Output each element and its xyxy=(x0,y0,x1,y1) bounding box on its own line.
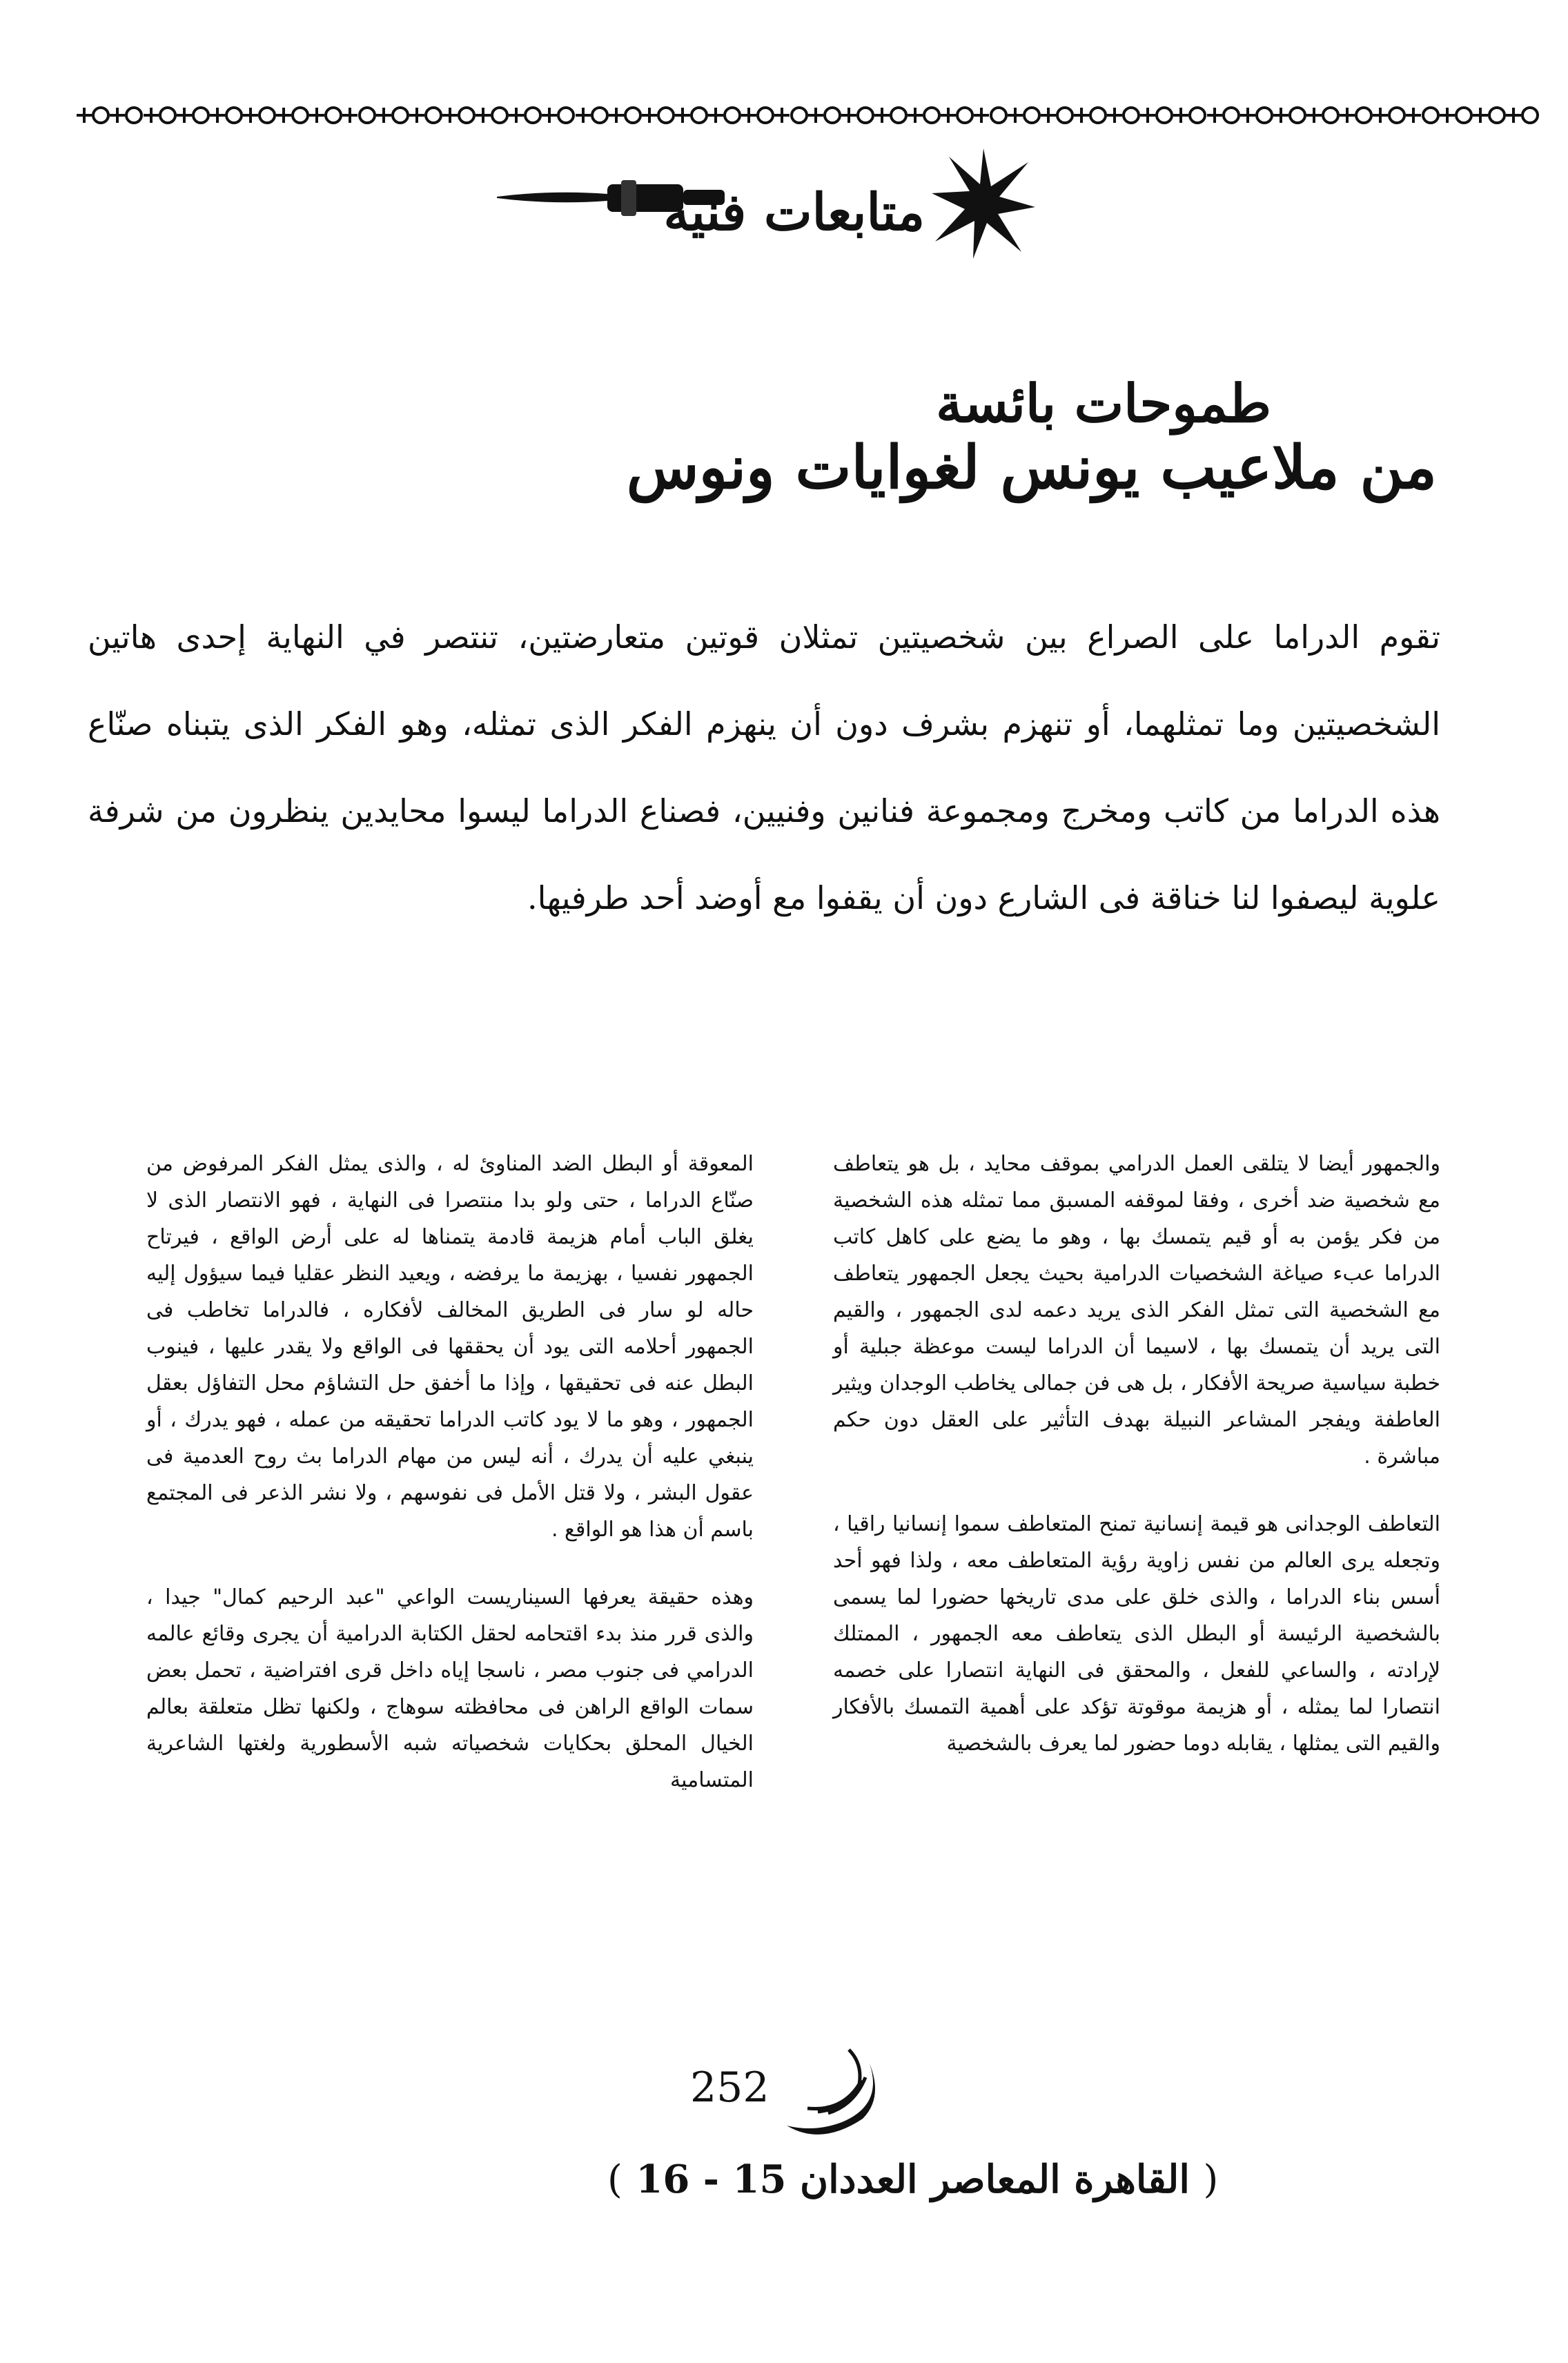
ornament-knot xyxy=(1023,106,1041,124)
ornament-knot xyxy=(458,106,476,124)
footer-magazine-label xyxy=(607,2157,1218,2202)
ornament-cross xyxy=(1440,108,1455,123)
ornament-cross xyxy=(110,108,125,123)
ornament-knot xyxy=(1322,106,1340,124)
ornament-cross xyxy=(741,108,756,123)
intro-paragraph: تقوم الدراما على الصراع بين شخصيتين تمثلان قوتين متعارضتين، تنتصر في النهاية إحدى هاتين الشخصيتين وما تمثلهما، أو تنهزم بشرف دون أن ينهزم الفكر الذى تمثله، وهو الفكر الذى يتبناه صنّاع هذه الدراما من كاتب ومخرج ومجموعة فنانين وفنيين، فصناع الدراما ليسوا محايدين ينظرون من شرفة علوية ليصفوا لنا خناقة فى الشارع دون أن يقفوا مع أوضد أحد طرفيها. xyxy=(88,618,1440,916)
ornament-cross xyxy=(874,108,890,123)
ornament-cross xyxy=(1173,108,1188,123)
section-title: متابعات فنية xyxy=(663,183,925,242)
issue-label: العددان 15 - 16 xyxy=(636,2157,918,2202)
ornament-cross xyxy=(1306,108,1322,123)
ornament-knot xyxy=(424,106,442,124)
ornament-knot xyxy=(1355,106,1373,124)
ornament-cross xyxy=(642,108,657,123)
ornament-cross xyxy=(509,108,524,123)
ornament-knot xyxy=(1255,106,1273,124)
ornament-cross xyxy=(309,108,324,123)
ornament-cross xyxy=(609,108,624,123)
ornament-cross xyxy=(1074,108,1089,123)
ornament-knot xyxy=(557,106,575,124)
ornament-cross xyxy=(442,108,458,123)
ornament-cross xyxy=(675,108,690,123)
ornament-knot xyxy=(324,106,342,124)
ornament-cross xyxy=(708,108,723,123)
ornament-cross xyxy=(144,108,159,123)
ornament-cross xyxy=(774,108,790,123)
article-title-line-1: طموحات بائسة xyxy=(936,373,1271,435)
article-title-line-2: من ملاعيب يونس لغوايات ونوس xyxy=(626,432,1437,502)
ornament-cross xyxy=(1406,108,1421,123)
section-header xyxy=(497,148,1035,259)
ornament-cross xyxy=(542,108,557,123)
ornament-cross xyxy=(177,108,192,123)
ornament-knot xyxy=(657,106,675,124)
ornament-knot xyxy=(923,106,941,124)
ornament-cross xyxy=(808,108,823,123)
magazine-name: القاهرة المعاصر xyxy=(931,2157,1190,2202)
ornament-cross xyxy=(1207,108,1222,123)
ornament-knot xyxy=(856,106,874,124)
ornament-knot xyxy=(690,106,708,124)
ornament-cross xyxy=(1240,108,1255,123)
ornament-cross xyxy=(974,108,989,123)
ornament-knot xyxy=(1155,106,1173,124)
ornament-cross xyxy=(276,108,291,123)
ornament-cross xyxy=(376,108,391,123)
ornament-cross xyxy=(1506,108,1521,123)
body-paragraph: المعوقة أو البطل الضد المناوئ له ، والذى يمثل الفكر المرفوض من صنّاع الدراما ، حتى ولو بدا منتصرا فى النهاية ، فهو الانتصار الذى لا يغلق الباب أمام هزيمة قادمة يتمناها له على أرض الواقع ، فيرتاح الجمهور نفسيا ، بهزيمة ما يرفضه ، ويعيد النظر عقليا فيما سيؤول إليه حاله لو سار فى الطريق المخالف لأفكاره ، فالدراما تخاطب فى الجمهور أحلامه التى يود أن يحققها فى الواقع ولا يقدر عليها ، فينوب البطل عنه فى تحقيقها ، وإذا ما أخفق حل التشاؤم محل التفاؤل بعقل الجمهور ، وهو ما لا يود كاتب الدراما تحقيقه من عمله ، فهو يدرك ، أو ينبغي عليه أن يدرك ، أنه ليس من مهام الدراما بث روح العدمية فى عقول البشر ، ولا قتل الأمل فى نفوسهم ، ولا نشر الذعر فى المجتمع باسم أن هذا هو الواقع . xyxy=(146,1152,754,1542)
ornament-cross xyxy=(1373,108,1388,123)
ornament-knot xyxy=(524,106,542,124)
ornament-knot xyxy=(1188,106,1206,124)
ornament-cross xyxy=(841,108,856,123)
ornament-knot xyxy=(1388,106,1406,124)
ornament-knot xyxy=(756,106,774,124)
body-paragraph: والجمهور أيضا لا يتلقى العمل الدرامي بموقف محايد ، بل هو يتعاطف مع شخصية ضد أخرى ، وفقا لموقفه المسبق مما تمثله هذه الشخصية من فكر يؤمن به أو قيم يتمسك بها ، وهو ما يضع على كاهل كاتب الدراما عبء صياغة الشخصيات الدرامية بحيث يجعل الجمهور يتعاطف مع الشخصية التى تمثل الفكر الذى يريد دعمه لدى الجمهور ، والقيم التى يريد أن يتمسك بها ، لاسيما أن الدراما ليست موعظة جبلية أو خطبة سياسية صريحة الأفكار ، بل هى فن جمالى يخاطب الوجدان ويثير العاطفة ويفجر المشاعر النبيلة بهدف التأثير على العقل دون حكم مباشرة . xyxy=(833,1152,1440,1469)
ornament-cross xyxy=(1473,108,1488,123)
ornamental-border xyxy=(76,104,1539,127)
page-number: 252 xyxy=(690,2063,770,2112)
bracket-close: ) xyxy=(607,2157,623,2202)
ornament-cross xyxy=(77,108,92,123)
ornament-knot xyxy=(1422,106,1440,124)
ornament-knot xyxy=(1521,106,1539,124)
bracket-open: ( xyxy=(1203,2157,1219,2202)
swirl-logo-icon xyxy=(780,2043,890,2146)
ornament-knot xyxy=(491,106,509,124)
ornament-cross xyxy=(1041,108,1056,123)
ornament-cross xyxy=(1273,108,1288,123)
body-paragraph: التعاطف الوجدانى هو قيمة إنسانية تمنح المتعاطف سموا إنسانيا راقيا ، وتجعله يرى العالم من نفس زاوية رؤية المتعاطف معه ، ولذا فهو أحد أسس بناء الدراما ، والذى خلق على مدى تاريخها حضورا لما يسمى بالشخصية الرئيسة أو البطل الذى يتعاطف معه الجمهور ، الممتلك لإرادته ، والساعي للفعل ، والمحقق فى النهاية انتصارا على خصمه انتصارا لما يمثله ، أو هزيمة موقوتة تؤكد على أهمية التمسك بالأفكار والقيم التى يمثلها ، يقابله دوما حضور لما يعرف بالشخصية xyxy=(833,1512,1440,1756)
ornament-knot xyxy=(1222,106,1240,124)
ornament-cross xyxy=(941,108,956,123)
ornament-cross xyxy=(908,108,923,123)
ornament-knot xyxy=(790,106,808,124)
ornament-cross xyxy=(243,108,258,123)
ornament-cross xyxy=(210,108,225,123)
ornament-knot xyxy=(391,106,409,124)
body-column-left xyxy=(146,1146,754,1830)
ornament-knot xyxy=(258,106,276,124)
ornament-cross xyxy=(476,108,491,123)
ornament-knot xyxy=(1089,106,1107,124)
ornament-knot xyxy=(159,106,177,124)
ornament-knot xyxy=(92,106,110,124)
ornament-knot xyxy=(225,106,243,124)
ornament-cross xyxy=(1340,108,1355,123)
star-burst-icon xyxy=(932,148,1035,259)
ornament-knot xyxy=(1288,106,1306,124)
ornament-knot xyxy=(723,106,741,124)
ornament-knot xyxy=(1056,106,1074,124)
ornament-knot xyxy=(624,106,642,124)
body-column-right xyxy=(833,1146,1440,1793)
ornament-knot xyxy=(1455,106,1473,124)
ornament-cross xyxy=(409,108,424,123)
ornament-knot xyxy=(291,106,309,124)
ornament-knot xyxy=(192,106,210,124)
ornament-knot xyxy=(990,106,1008,124)
ornament-cross xyxy=(576,108,591,123)
ornament-knot xyxy=(1122,106,1140,124)
ornament-knot xyxy=(358,106,376,124)
article-title xyxy=(627,373,1437,502)
ornament-knot xyxy=(125,106,143,124)
ornament-cross xyxy=(1107,108,1122,123)
ornament-knot xyxy=(591,106,609,124)
ornament-cross xyxy=(1140,108,1155,123)
ornament-knot xyxy=(1488,106,1506,124)
body-paragraph: وهذه حقيقة يعرفها السيناريست الواعي "عبد الرحيم كمال" جيدا ، والذى قرر منذ بدء اقتحامه لحقل الكتابة الدرامية أن يجرى وقائع عالمه الدرامي فى جنوب مصر ، ناسجا إياه داخل قرى افتراضية ، تحمل بعض سمات الواقع الراهن فى محافظته سوهاج ، ولكنها تظل متعلقة بعالم الخيال المحلق بحكايات شخصياته شبه الأسطورية ولغتها الشاعرية المتسامية xyxy=(146,1585,754,1792)
ornament-knot xyxy=(890,106,908,124)
ornament-cross xyxy=(342,108,357,123)
ornament-knot xyxy=(956,106,974,124)
ornament-knot xyxy=(823,106,841,124)
ornament-cross xyxy=(1008,108,1023,123)
